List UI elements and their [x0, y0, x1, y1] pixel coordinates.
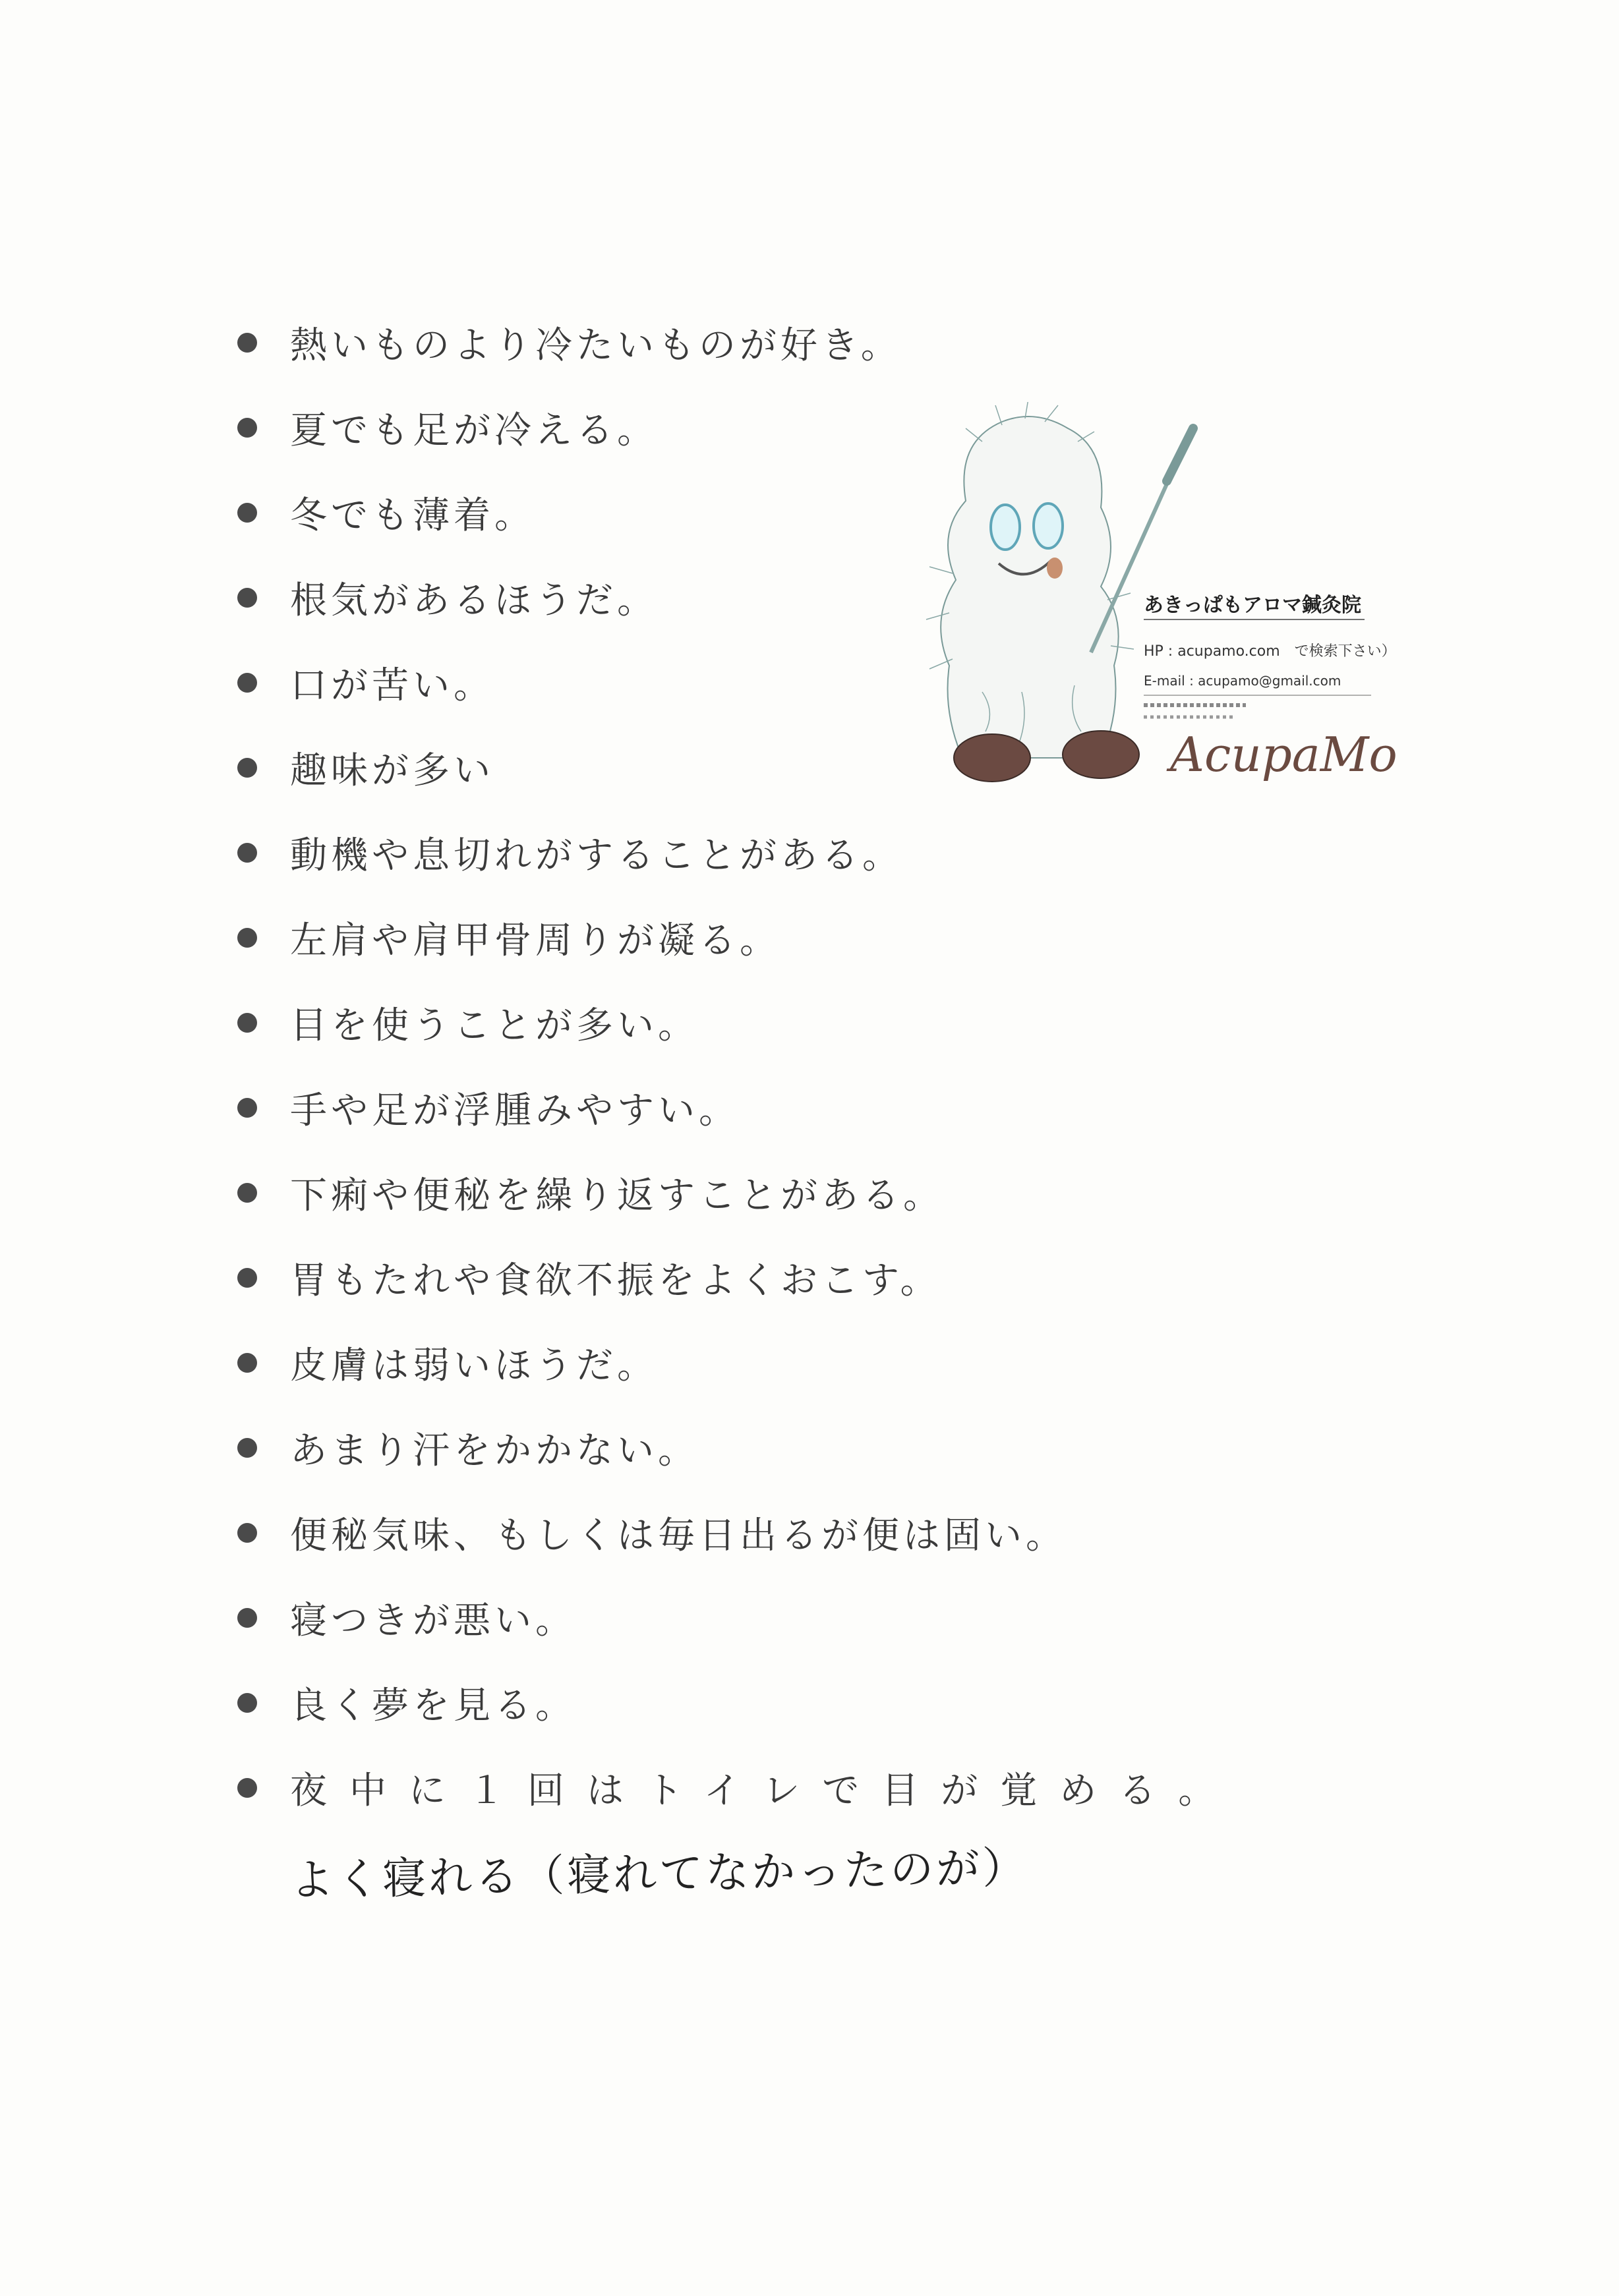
item-text: 下痢や便秘を繰り返すことがある。 [290, 1174, 944, 1217]
bullet-icon [237, 503, 257, 523]
bullet-icon [237, 1608, 257, 1628]
list-item [237, 1405, 1237, 1490]
item-text: 熱いものより冷たいものが好き。 [290, 324, 902, 367]
list-item [237, 1150, 1237, 1235]
item-text: 寝つきが悪い。 [290, 1599, 576, 1642]
item-text: 夏でも足が冷える。 [290, 409, 658, 452]
bullet-icon [237, 588, 257, 608]
bullet-icon [237, 1523, 257, 1543]
acupamo-signature: AcupaMo [1170, 727, 1398, 782]
tongue-icon [1047, 558, 1063, 579]
bullet-icon [237, 418, 257, 438]
list-item [237, 1575, 1237, 1660]
bullet-icon [237, 928, 257, 948]
item-text: 動機や息切れがすることがある。 [290, 834, 903, 877]
mascot-illustration [903, 402, 1404, 824]
bullet-icon [237, 758, 257, 778]
item-text: 根気があるほうだ。 [290, 579, 658, 622]
bullet-icon [237, 1353, 257, 1373]
list-item [237, 1320, 1237, 1405]
item-text: 冬でも薄着。 [290, 494, 535, 537]
item-text: 手や足が浮腫みやすい。 [290, 1089, 740, 1132]
right-eye-icon [1034, 503, 1063, 548]
item-text: 口が苦い。 [290, 664, 494, 707]
bullet-icon [237, 1438, 257, 1458]
left-eye-icon [991, 505, 1020, 550]
item-text: 胃もたれや食欲不振をよくおこす。 [290, 1259, 941, 1302]
list-item [237, 1065, 1237, 1150]
item-text: 夜中に１回はトイレで目が覚める。 [290, 1769, 1238, 1812]
bullet-icon [237, 673, 257, 693]
card-clinic-name: あきっぱもアロマ鍼灸院 [1144, 594, 1361, 617]
bullet-icon [237, 1268, 257, 1288]
item-text: あまり汗をかかない。 [290, 1429, 699, 1472]
bullet-icon [237, 843, 257, 863]
item-text: 左肩や肩甲骨周りが凝る。 [290, 919, 780, 962]
bullet-icon [237, 1183, 257, 1203]
handwritten-note: よく寝れる（寝れてなかったのが） [289, 1842, 1029, 1906]
left-foot-icon [954, 734, 1030, 782]
list-item [237, 300, 1237, 385]
bullet-icon [237, 333, 257, 353]
item-text: 便秘気味、もしくは毎日出るが便は固い。 [290, 1514, 1067, 1557]
item-text: 皮膚は弱いほうだ。 [290, 1344, 658, 1387]
bullet-icon [237, 1098, 257, 1118]
list-item [237, 980, 1237, 1065]
card-email: E-mail : acupamo@gmail.com [1144, 673, 1341, 689]
bullet-icon [237, 1693, 257, 1713]
mascot-figure [941, 416, 1119, 758]
item-text: 趣味が多い [290, 749, 494, 792]
right-foot-icon [1063, 731, 1139, 778]
list-item [237, 1745, 1237, 1830]
item-text: 良く夢を見る。 [290, 1684, 576, 1727]
bullet-icon [237, 1778, 257, 1798]
list-item [237, 1490, 1237, 1575]
bullet-icon [237, 1013, 257, 1033]
list-item [237, 1660, 1237, 1745]
list-item [237, 1235, 1237, 1320]
card-website: HP : acupamo.com で検索下さい） [1144, 643, 1396, 660]
list-item [237, 895, 1237, 980]
item-text: 目を使うことが多い。 [290, 1004, 699, 1047]
